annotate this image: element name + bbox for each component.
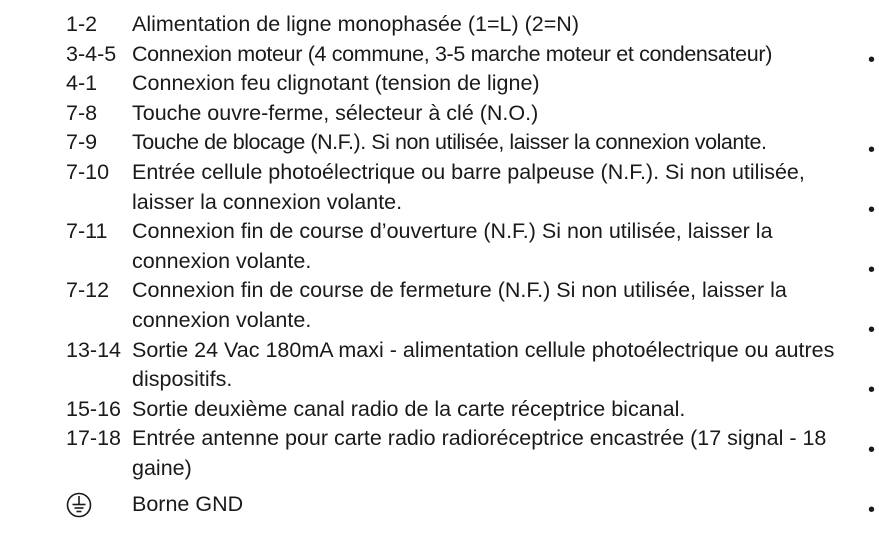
- terminal-code: 1-2: [66, 12, 98, 36]
- ground-code-cell: [66, 490, 132, 527]
- clipped-bullet: •: [868, 49, 876, 71]
- clipped-bullet: •: [868, 319, 876, 341]
- terminal-description: Sortie deuxième canal radio de la carte réceptrice bicanal.: [132, 396, 686, 421]
- terminal-description: Touche de blocage (N.F.). Si non utilisée, laisser la connexion volante.: [132, 130, 767, 155]
- terminal-row: [66, 336, 866, 395]
- terminal-row: [66, 217, 866, 276]
- clipped-bullet: •: [868, 439, 876, 461]
- terminal-code: 15-16: [66, 396, 121, 421]
- ground-row: [66, 490, 866, 527]
- terminal-code: 7-11: [66, 219, 108, 244]
- terminal-row: [66, 10, 866, 40]
- terminal-code: 13-14: [66, 337, 121, 362]
- clipped-bullet: •: [868, 259, 876, 281]
- terminal-list: [66, 10, 866, 526]
- terminal-description: Connexion fin de course d’ouverture (N.F.) Si non utilisée, laisser la connexion volante.: [132, 219, 773, 273]
- clipped-bullet: •: [868, 199, 876, 221]
- terminal-code: 7-12: [66, 278, 110, 303]
- adjacent-column-edge: [868, 0, 879, 535]
- terminal-row: [66, 40, 866, 70]
- terminal-row: [66, 99, 866, 129]
- clipped-bullet: •: [868, 139, 876, 161]
- terminal-code: 3-4-5: [66, 41, 117, 66]
- terminal-description: Touche ouvre-ferme, sélecteur à clé (N.O.): [132, 100, 539, 125]
- terminal-description: Entrée antenne pour carte radio radioréceptrice encastrée (17 signal - 18 gaine): [132, 426, 827, 480]
- terminal-row: [66, 69, 866, 99]
- ground-description: Borne GND: [132, 491, 244, 516]
- terminal-row: [66, 395, 866, 425]
- terminal-code: 7-9: [66, 130, 98, 155]
- terminal-row: [66, 424, 866, 483]
- terminal-description: Connexion fin de course de fermeture (N.F.) Si non utilisée, laisser la connexion volante.: [132, 278, 787, 332]
- terminal-description: Connexion feu clignotant (tension de ligne): [132, 71, 540, 96]
- terminal-description: Connexion moteur (4 commune, 3-5 marche moteur et condensateur): [132, 41, 772, 66]
- terminal-description: Entrée cellule photoélectrique ou barre palpeuse (N.F.). Si non utilisée, laisser la connexion volante.: [132, 159, 805, 214]
- terminal-row: [66, 276, 866, 335]
- terminal-row: [66, 128, 866, 158]
- clipped-bullet: •: [868, 379, 876, 401]
- terminal-description: Sortie 24 Vac 180mA maxi - alimentation cellule photoélectrique ou autres dispositifs.: [132, 337, 835, 392]
- ground-symbol-icon: [66, 492, 92, 518]
- terminal-row: [66, 158, 866, 217]
- terminal-description: Alimentation de ligne monophasée (1=L) (2=N): [132, 12, 579, 36]
- terminal-code: 7-8: [66, 100, 98, 125]
- terminal-code: 4-1: [66, 71, 98, 96]
- terminal-code: 17-18: [66, 426, 121, 451]
- terminal-code: 7-10: [66, 159, 110, 184]
- clipped-bullet: •: [868, 499, 876, 521]
